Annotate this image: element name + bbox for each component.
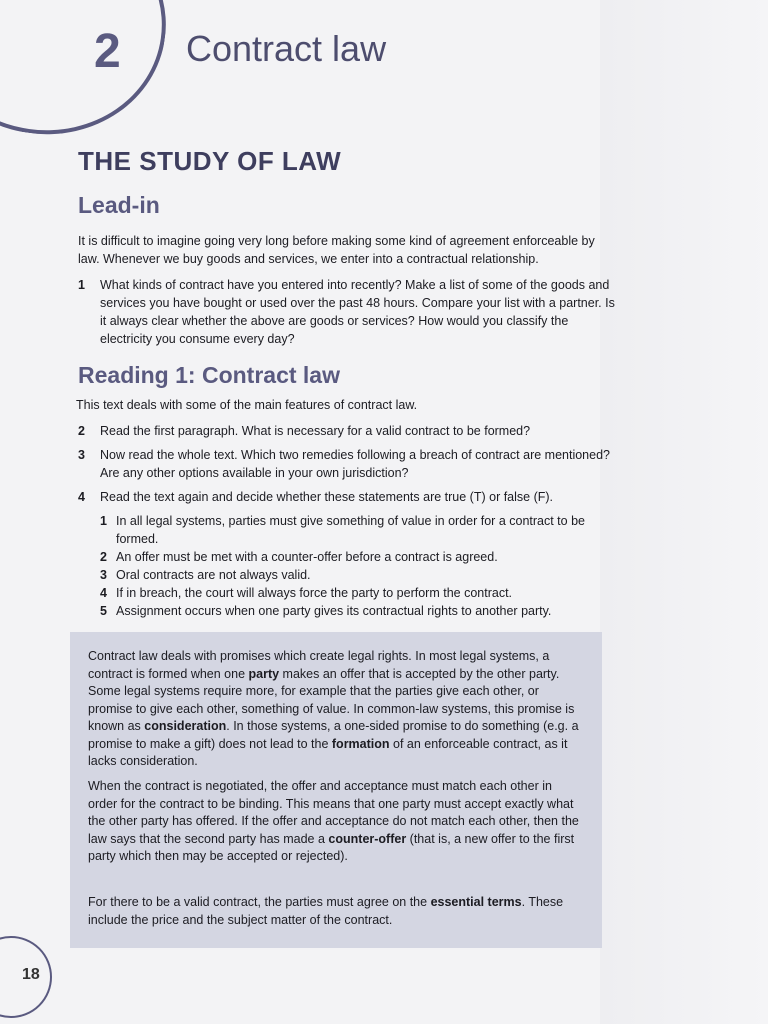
key-term: essential terms bbox=[430, 895, 522, 909]
statement-item bbox=[100, 548, 618, 566]
statement-number: 1 bbox=[100, 514, 107, 528]
key-term: counter-offer bbox=[328, 831, 407, 846]
text-run: . These include the price and the subject matter of the contract. bbox=[88, 895, 564, 927]
question-number: 1 bbox=[78, 278, 85, 292]
question-item bbox=[78, 446, 618, 482]
chapter-title: Contract law bbox=[186, 28, 387, 69]
statement-text: If in breach, the court will always force the party to perform the contract. bbox=[116, 586, 513, 600]
text-run: For there to be a valid contract, the parties must agree on the bbox=[88, 895, 431, 909]
key-term: formation bbox=[331, 736, 390, 751]
question-text: Read the first paragraph. What is necessary for a valid contract to be formed? bbox=[100, 424, 531, 438]
text-paragraph-2 bbox=[88, 778, 584, 866]
question-item bbox=[78, 422, 618, 440]
question-item bbox=[78, 276, 618, 348]
chapter-number: 2 bbox=[94, 25, 121, 78]
leadin-intro: It is difficult to imagine going very long before making some kind of agreement enforceable by law. Whenever we buy goods and services, we enter into a contractual relationship. bbox=[78, 234, 595, 266]
question-number: 2 bbox=[78, 424, 85, 438]
text-run: Contract law deals with promises which create legal rights. In most legal systems, a contract is formed when one bbox=[88, 649, 550, 681]
question-item bbox=[78, 488, 618, 506]
statement-text: Oral contracts are not always valid. bbox=[116, 568, 311, 582]
text-run: . In those systems, a one-sided promise to do something (e.g. a promise to make a gift) does not lead to the bbox=[88, 719, 579, 751]
statement-number: 4 bbox=[100, 586, 107, 600]
question-text: Now read the whole text. Which two remedies following a breach of contract are mentioned? Are any other options available in your own jurisdiction? bbox=[100, 448, 610, 480]
statement-number: 3 bbox=[100, 568, 107, 582]
question-text: Read the text again and decide whether these statements are true (T) or false (F). bbox=[100, 490, 554, 504]
statement-text: Assignment occurs when one party gives its contractual rights to another party. bbox=[116, 604, 552, 618]
page-number: 18 bbox=[22, 966, 40, 983]
statement-text: An offer must be met with a counter-offer before a contract is agreed. bbox=[116, 550, 498, 564]
chapter-arc bbox=[0, 0, 180, 150]
question-text: What kinds of contract have you entered into recently? Make a list of some of the goods and services you have bought or used over the past 48 hours. Compare your list with a partner. Is it always clear whether the above are goods or services? How would you classify the electricity you consume every day? bbox=[100, 278, 615, 346]
statement-item bbox=[100, 566, 618, 584]
section-title: THE STUDY OF LAW bbox=[78, 146, 342, 176]
leadin-question-list bbox=[78, 276, 618, 354]
statement-number: 2 bbox=[100, 550, 107, 564]
text-run: of an enforceable contract, as it lacks consideration. bbox=[88, 736, 568, 768]
statement-number: 5 bbox=[100, 604, 107, 618]
reading-question-list bbox=[78, 422, 618, 620]
leadin-heading: Lead-in bbox=[78, 192, 160, 218]
key-term: party bbox=[248, 666, 280, 681]
question-number: 3 bbox=[78, 448, 85, 462]
reading-lead: This text deals with some of the main features of contract law. bbox=[76, 398, 418, 412]
text-paragraph-3 bbox=[88, 894, 584, 929]
text-run: (that is, a new offer to the first party which then may be accepted or rejected). bbox=[88, 831, 575, 863]
question-number: 4 bbox=[78, 490, 85, 504]
statement-item bbox=[100, 584, 618, 602]
statement-list bbox=[100, 512, 618, 620]
key-term: consideration bbox=[144, 719, 227, 733]
statement-item bbox=[100, 512, 618, 548]
statement-item bbox=[100, 602, 618, 620]
statement-text: In all legal systems, parties must give something of value in order for a contract to be formed. bbox=[116, 514, 585, 546]
reading-heading: Reading 1: Contract law bbox=[78, 362, 340, 388]
text-run: When the contract is negotiated, the offer and acceptance must match each other in order for the contract to be binding. This means that one party must accept exactly what the other party has offered. If the offer and acceptance do not match each other, then the law says that the second party has made a bbox=[88, 779, 579, 846]
text-paragraph-1 bbox=[88, 648, 584, 771]
text-run: makes an offer that is accepted by the other party. Some legal systems require more, for example that the parties give each other, or promise to give each other, something of value. In common-law systems, this promise is known as bbox=[88, 666, 575, 733]
reading-text-box bbox=[70, 632, 602, 948]
